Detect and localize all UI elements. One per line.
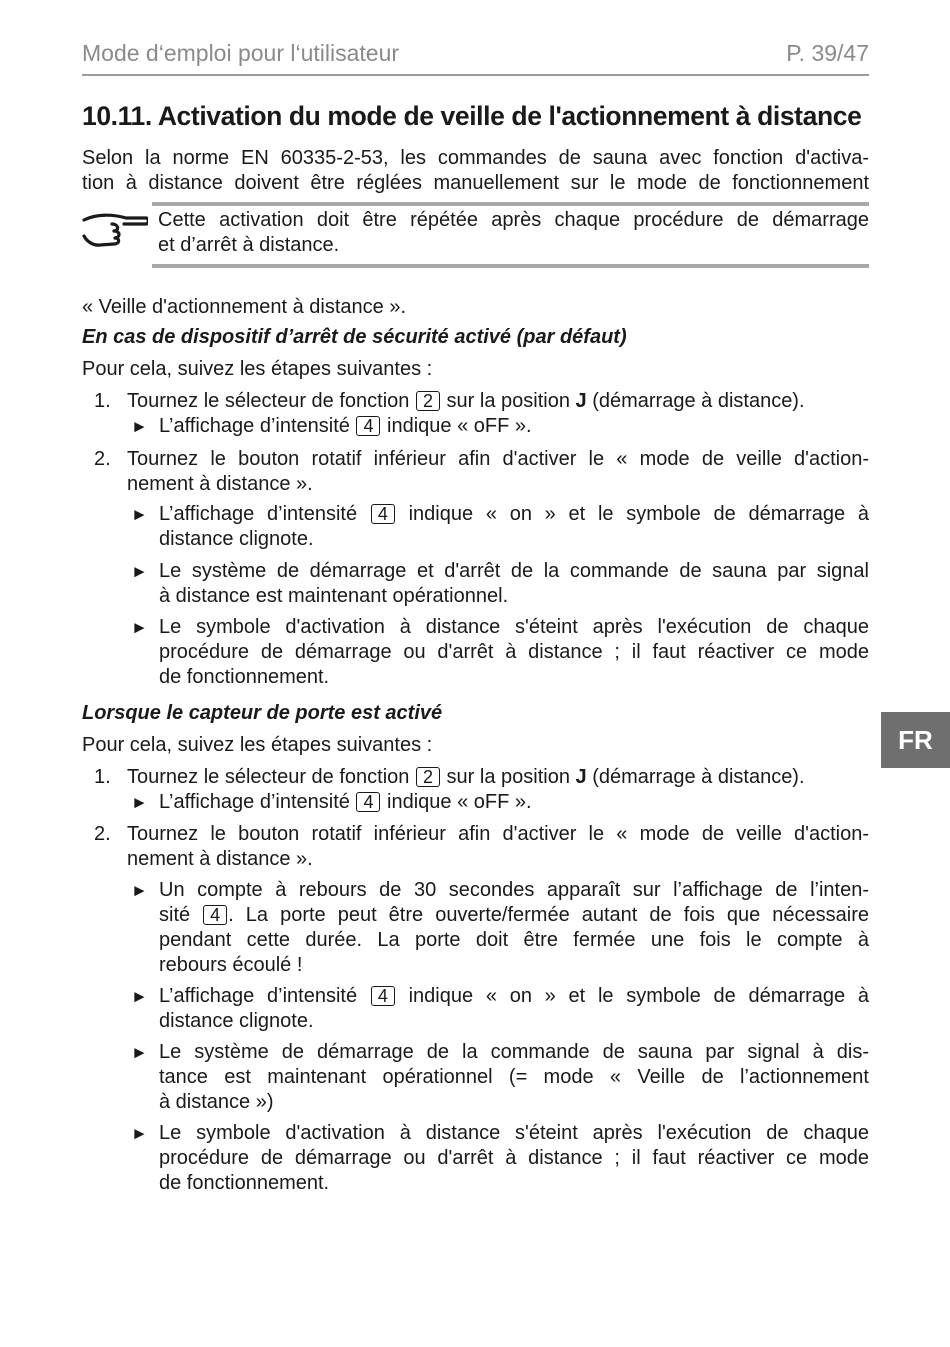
case1-step1-text: Tournez le sélecteur de fonction 2 sur la position J (démarrage à distance).: [127, 390, 805, 412]
function-selector-ref: 2: [416, 391, 440, 411]
case2-step2-result-2: ► L’affichage d’intensité 4 indique « on » et le symbole de démarrage à distance clignote.: [131, 985, 870, 1032]
function-selector-ref: 2: [416, 767, 440, 787]
page-number: P. 39/47: [786, 40, 869, 66]
case1-step1-number: 1.: [94, 390, 111, 412]
bullet-arrow-icon: ►: [131, 1043, 148, 1062]
case2-step2-result-4: ► Le symbole d'activation à distance s'éteint après l'exécution de chaque procédure de démarrage ou d'arrêt à distance ; il faut réactiver ce mode de fonctionnement.: [131, 1122, 869, 1194]
bullet-arrow-icon: ►: [131, 618, 148, 637]
bullet-arrow-icon: ►: [131, 1124, 148, 1143]
case1-step2-result-3: ► Le symbole d'activation à distance s'éteint après l'exécution de chaque procédure de démarrage ou d'arrêt à distance ; il faut réactiver ce mode de fonctionnement.: [131, 616, 869, 688]
note-box: [82, 202, 869, 268]
bullet-arrow-icon: ►: [131, 562, 148, 581]
note-rule-bottom: [152, 264, 869, 268]
bullet-arrow-icon: ►: [131, 505, 148, 524]
intro-line-2: tion à distance doivent être réglées manuellement sur le mode de fonctionnement: [82, 172, 869, 194]
case1-step2-text: Tournez le bouton rotatif inférieur afin d'activer le « mode de veille d'action- nement à distance ».: [127, 448, 869, 495]
mode-name-text: « Veille d'actionnement à distance ».: [82, 296, 407, 318]
note-text: [158, 208, 869, 258]
case2-step2-number: 2.: [94, 823, 111, 845]
section-heading: [82, 101, 882, 132]
note-line-2: et d’arrêt à distance.: [158, 234, 340, 256]
note-line-1: Cette activation doit être répétée après chaque procédure de démarrage: [158, 209, 869, 231]
case2-heading: Lorsque le capteur de porte est activé: [82, 702, 443, 724]
bullet-arrow-icon: ►: [131, 881, 148, 900]
case1-step2-result-2: ► Le système de démarrage et d'arrêt de la commande de sauna par signal à distance est maintenant opérationnel.: [131, 560, 869, 607]
case2-steps-intro: Pour cela, suivez les étapes suivantes :: [82, 734, 433, 756]
case1-step2-number: 2.: [94, 448, 111, 470]
case1-steps-intro: Pour cela, suivez les étapes suivantes :: [82, 358, 433, 380]
bullet-arrow-icon: ►: [131, 987, 148, 1006]
case1-heading: En cas de dispositif d’arrêt de sécurité activé (par défaut): [82, 326, 627, 348]
section-title: Activation du mode de veille de l'actionnement à distance: [157, 101, 862, 131]
language-tab: FR: [881, 712, 950, 768]
pointing-hand-icon: [82, 210, 148, 250]
bullet-arrow-icon: ►: [131, 417, 148, 436]
document-title: Mode d‘emploi pour l‘utilisateur: [82, 40, 400, 66]
case1-step2-result-1: ► L’affichage d’intensité 4 indique « on » et le symbole de démarrage à distance clignote.: [131, 503, 870, 550]
intro-line-1: Selon la norme EN 60335-2-53, les commandes de sauna avec fonction d'activa-: [82, 147, 869, 169]
section-number: 10.11.: [82, 101, 152, 131]
case1-step1-result: ► L’affichage d’intensité 4 indique « oFF ».: [131, 415, 532, 437]
page-header: [82, 36, 869, 76]
case2-step2-result-1: ► Un compte à rebours de 30 secondes apparaît sur l’affichage de l’inten- sité 4 . La porte peut être ouverte/fermée autant de fois que nécessaire pendant cette durée. La porte doit être fermée une fois le compte à rebours écoulé !: [131, 879, 869, 976]
note-rule-top: [152, 202, 869, 206]
bullet-arrow-icon: ►: [131, 793, 148, 812]
case2-step1-result: ► L’affichage d’intensité 4 indique « oFF ».: [131, 791, 532, 813]
case2-step2-result-3: ► Le système de démarrage de la commande de sauna par signal à dis- tance est maintenant opérationnel (= mode « Veille de l’actionnement à distance »): [131, 1041, 869, 1113]
case2-step1-text: Tournez le sélecteur de fonction 2 sur la position J (démarrage à distance).: [127, 766, 805, 788]
case2-step2-text: Tournez le bouton rotatif inférieur afin d'activer le « mode de veille d'action- nement à distance ».: [127, 823, 869, 870]
case2-step1-number: 1.: [94, 766, 111, 788]
